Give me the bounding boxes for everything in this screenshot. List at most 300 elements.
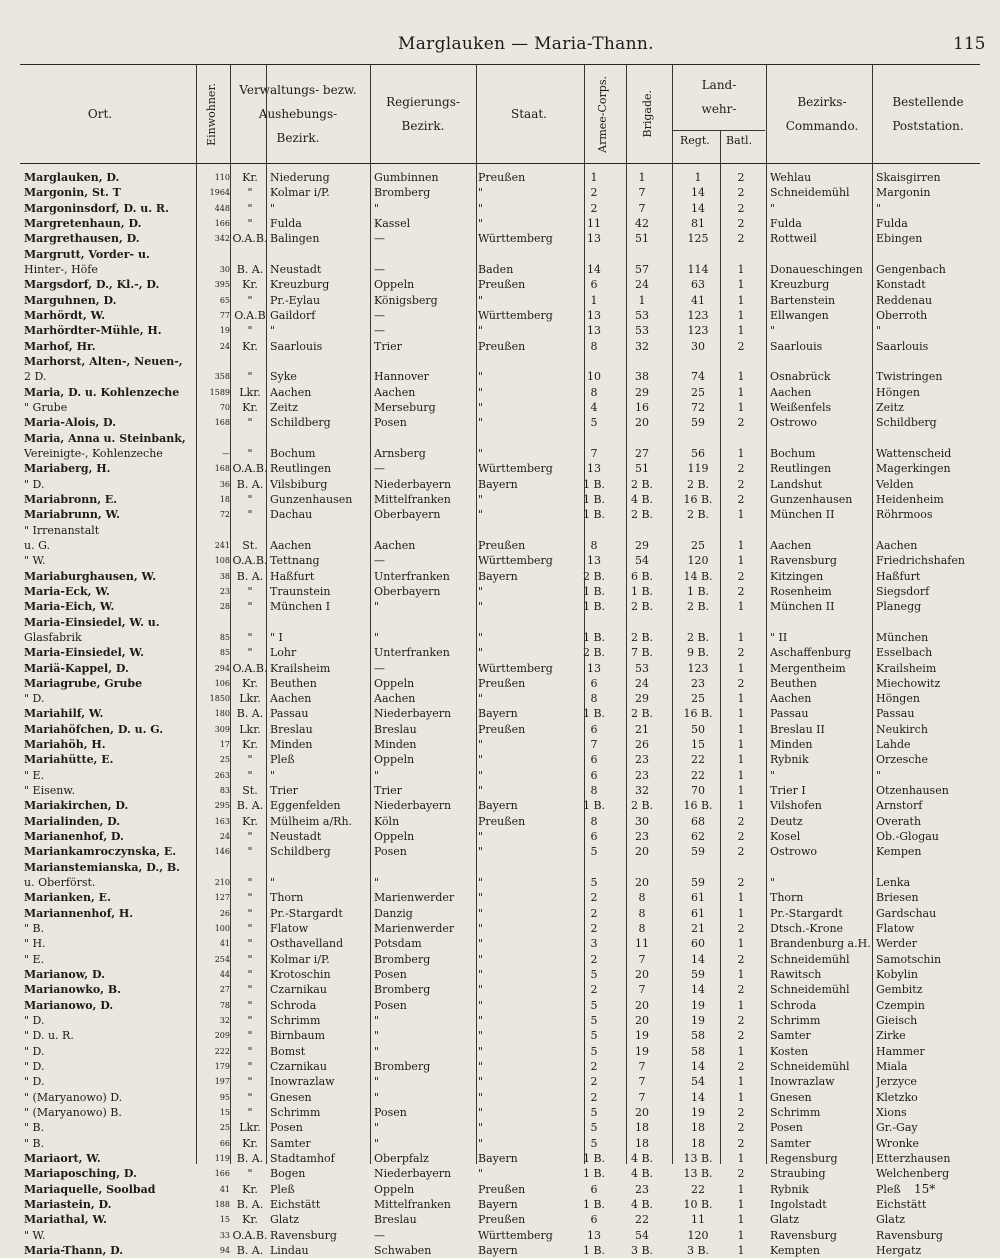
brigade-cell: 26 xyxy=(635,738,649,752)
district-command-cell: Regensburg xyxy=(770,1152,838,1165)
population-cell: 294 xyxy=(214,663,230,673)
district-type-cell: " xyxy=(247,753,253,767)
district-type-cell: B. A. xyxy=(236,1243,264,1257)
government-district-cell: Schwaben xyxy=(374,1243,432,1257)
table-row xyxy=(20,262,980,277)
district-command-cell: Kreuzburg xyxy=(770,278,830,292)
district-command-cell: " xyxy=(770,768,776,782)
place-name-cell: " D. xyxy=(24,1044,45,1058)
table-row xyxy=(20,400,980,415)
post-station-cell: Schildberg xyxy=(876,416,937,430)
table-row xyxy=(20,1212,980,1227)
place-name-cell: " Grube xyxy=(24,400,68,414)
district-name-cell: Inowrazlaw xyxy=(270,1075,335,1089)
government-district-cell: — xyxy=(374,324,385,338)
district-command-cell: " xyxy=(770,201,776,215)
regiment-cell: 18 xyxy=(691,1136,705,1150)
battalion-cell: 2 xyxy=(737,1167,745,1181)
regiment-cell: 2 B. xyxy=(686,630,710,644)
place-name-cell: " D. xyxy=(24,1014,45,1028)
battalion-cell: 2 xyxy=(737,416,745,430)
district-command-cell: Donaueschingen xyxy=(770,262,863,276)
place-name-cell: Mariastein, D. xyxy=(24,1197,112,1211)
place-name-cell: " D. xyxy=(24,1060,45,1074)
population-cell: 106 xyxy=(214,678,230,688)
army-corps-cell: 10 xyxy=(587,370,601,384)
battalion-cell: 1 xyxy=(737,784,745,798)
regiment-cell: 58 xyxy=(691,1029,705,1043)
table-row xyxy=(20,170,980,185)
government-district-cell: — xyxy=(374,308,385,322)
brigade-cell: 20 xyxy=(635,1014,649,1028)
table-row xyxy=(20,645,980,660)
government-district-cell: Aachen xyxy=(374,692,416,706)
battalion-cell: 1 xyxy=(737,508,745,522)
post-station-cell: Zirke xyxy=(876,1029,906,1043)
population-cell: 179 xyxy=(214,1062,230,1072)
district-name-cell: Lindau xyxy=(270,1243,309,1257)
state-cell: " xyxy=(478,324,484,338)
place-name-cell: Mariaort, W. xyxy=(24,1152,101,1165)
post-station-cell: Ob.-Glogau xyxy=(876,830,939,844)
table-row xyxy=(20,630,980,645)
government-district-cell: " xyxy=(374,1029,380,1043)
district-type-cell: B. A. xyxy=(236,1152,264,1165)
regiment-cell: 14 xyxy=(691,983,705,997)
regiment-cell: 81 xyxy=(691,216,705,230)
battalion-cell: 1 xyxy=(737,1075,745,1089)
place-name-cell: " D. xyxy=(24,692,45,706)
state-cell: " xyxy=(478,830,484,844)
place-name-cell: Marialinden, D. xyxy=(24,814,121,828)
population-cell: 83 xyxy=(219,786,230,796)
regiment-cell: 13 B. xyxy=(683,1152,713,1165)
population-cell: 18 xyxy=(219,494,230,504)
regiment-cell: 61 xyxy=(691,891,705,905)
brigade-cell: 19 xyxy=(635,1029,649,1043)
government-district-cell: — xyxy=(374,232,385,246)
place-name-cell: Mariä-Kappel, D. xyxy=(24,661,129,675)
place-name-cell: Mariahütte, E. xyxy=(24,753,114,767)
district-command-cell: Mergentheim xyxy=(770,661,846,675)
battalion-cell: 1 xyxy=(737,538,745,552)
army-corps-cell: 6 xyxy=(590,722,598,736)
army-corps-cell: 5 xyxy=(590,1121,598,1135)
government-district-cell: — xyxy=(374,661,385,675)
district-type-cell: " xyxy=(247,1106,253,1120)
post-station-cell: Kobylin xyxy=(876,968,918,982)
state-cell: " xyxy=(478,1090,484,1104)
army-corps-cell: 5 xyxy=(590,998,598,1012)
regiment-cell: 19 xyxy=(691,1014,705,1028)
army-corps-cell: 3 xyxy=(590,937,598,951)
regiment-cell: 21 xyxy=(691,922,705,936)
district-name-cell: Breslau xyxy=(270,722,313,736)
army-corps-cell: 1 B. xyxy=(582,707,606,721)
district-name-cell: Czarnikau xyxy=(270,983,327,997)
army-corps-cell: 1 xyxy=(590,293,598,307)
post-station-cell: Jerzyce xyxy=(876,1075,917,1089)
district-command-cell: Pr.-Stargardt xyxy=(770,906,843,920)
district-type-cell: " xyxy=(247,646,253,660)
district-name-cell: Bomst xyxy=(270,1044,306,1058)
battalion-cell: 1 xyxy=(737,722,745,736)
table-row xyxy=(20,691,980,706)
district-name-cell: Bochum xyxy=(270,446,316,460)
regiment-cell: 58 xyxy=(691,1044,705,1058)
state-cell: Bayern xyxy=(478,477,518,491)
place-name-cell: Margonin, St. T xyxy=(24,186,121,200)
district-type-cell: B. A. xyxy=(236,1197,264,1211)
place-name-cell: " D. xyxy=(24,477,45,491)
post-station-cell: Skaisgirren xyxy=(876,171,941,184)
army-corps-cell: 1 B. xyxy=(582,477,606,491)
population-cell: 100 xyxy=(214,924,230,934)
brigade-cell: 7 xyxy=(638,201,646,215)
brigade-cell: 7 xyxy=(638,952,646,966)
state-cell: " xyxy=(478,370,484,384)
population-cell: 23 xyxy=(219,586,230,596)
state-cell: " xyxy=(478,891,484,905)
army-corps-cell: 8 xyxy=(590,339,598,353)
place-name-cell: " B. xyxy=(24,1121,45,1135)
table-row xyxy=(20,431,980,446)
header-landwehr: Land- wehr- xyxy=(701,78,737,116)
state-cell: " xyxy=(478,584,484,598)
post-station-cell: Xions xyxy=(876,1106,907,1120)
state-cell: Preußen xyxy=(478,814,526,828)
state-cell: " xyxy=(478,998,484,1012)
post-station-cell: " xyxy=(876,768,882,782)
population-cell: 72 xyxy=(219,510,230,520)
place-name-cell: " E. xyxy=(24,768,45,782)
government-district-cell: Marienwerder xyxy=(374,891,455,905)
battalion-cell: 1 xyxy=(737,1182,745,1196)
district-name-cell: Thorn xyxy=(270,891,304,905)
district-command-cell: Wehlau xyxy=(770,171,812,184)
post-station-cell: Neukirch xyxy=(876,722,928,736)
battalion-cell: 1 xyxy=(737,1197,745,1211)
brigade-cell: 29 xyxy=(635,538,649,552)
table-row xyxy=(20,661,980,676)
army-corps-cell: 1 B. xyxy=(582,508,606,522)
government-district-cell: Unterfranken xyxy=(374,646,450,660)
table-row xyxy=(20,829,980,844)
brigade-cell: 24 xyxy=(635,278,649,292)
regiment-cell: 119 xyxy=(687,462,709,476)
table-body xyxy=(20,170,980,1258)
district-type-cell: Kr. xyxy=(242,171,258,184)
district-type-cell: " xyxy=(247,1014,253,1028)
government-district-cell: — xyxy=(374,554,385,568)
army-corps-cell: 8 xyxy=(590,538,598,552)
regiment-cell: 1 xyxy=(694,171,702,184)
battalion-cell: 1 xyxy=(737,906,745,920)
population-cell: 38 xyxy=(219,571,230,581)
brigade-cell: 51 xyxy=(635,232,649,246)
army-corps-cell: 2 xyxy=(590,1090,598,1104)
government-district-cell: " xyxy=(374,1075,380,1089)
district-command-cell: Rybnik xyxy=(770,753,809,767)
landwehr-sub-rule xyxy=(672,130,765,131)
district-name-cell: Schrimm xyxy=(270,1106,321,1120)
brigade-cell: 2 B. xyxy=(630,707,654,721)
brigade-cell: 32 xyxy=(635,339,649,353)
government-district-cell: Arnsberg xyxy=(374,446,426,460)
district-name-cell: Neustadt xyxy=(270,262,322,276)
place-name-cell: Maria-Einsiedel, W. xyxy=(24,646,144,660)
table-row xyxy=(20,890,980,905)
district-type-cell: " xyxy=(247,906,253,920)
battalion-cell: 2 xyxy=(737,569,745,583)
district-name-cell: Haßfurt xyxy=(270,569,315,583)
place-name-cell: Mariabrunn, W. xyxy=(24,508,121,522)
regiment-cell: 120 xyxy=(687,554,709,568)
table-row xyxy=(20,369,980,384)
brigade-cell: 53 xyxy=(635,661,649,675)
state-cell: " xyxy=(478,753,484,767)
brigade-cell: 6 B. xyxy=(630,569,654,583)
district-type-cell: Kr. xyxy=(242,339,258,353)
district-type-cell: " xyxy=(247,830,253,844)
table-row xyxy=(20,553,980,568)
place-name-cell: " (Maryanowo) D. xyxy=(24,1090,123,1104)
army-corps-cell: 13 xyxy=(587,1228,601,1242)
brigade-cell: 30 xyxy=(635,814,649,828)
district-type-cell: " xyxy=(247,446,253,460)
district-command-cell: Vilshofen xyxy=(770,799,822,813)
brigade-cell: 23 xyxy=(635,753,649,767)
battalion-cell: 2 xyxy=(737,339,745,353)
regiment-cell: 2 B. xyxy=(686,508,710,522)
regiment-cell: 61 xyxy=(691,906,705,920)
table-header xyxy=(20,64,980,164)
table-row xyxy=(20,231,980,246)
district-type-cell: " xyxy=(247,1029,253,1043)
regiment-cell: 125 xyxy=(687,232,709,246)
district-name-cell: Krotoschin xyxy=(270,968,331,982)
population-cell: 241 xyxy=(214,540,230,550)
table-row xyxy=(20,569,980,584)
post-station-cell: Friedrichshafen xyxy=(876,554,965,568)
district-command-cell: Kosel xyxy=(770,830,801,844)
district-command-cell: Rottweil xyxy=(770,232,817,246)
regiment-cell: 14 xyxy=(691,1060,705,1074)
place-name-cell: Mariankamroczynska, E. xyxy=(24,845,177,859)
army-corps-cell: 5 xyxy=(590,1014,598,1028)
government-district-cell: Posen xyxy=(374,968,407,982)
post-station-cell: Gembitz xyxy=(876,983,923,997)
district-command-cell: Trier I xyxy=(770,784,806,798)
population-cell: 77 xyxy=(219,310,230,320)
table-row xyxy=(20,308,980,323)
district-type-cell: Kr. xyxy=(242,1136,258,1150)
post-station-cell: Margonin xyxy=(876,186,931,200)
government-district-cell: Trier xyxy=(374,339,402,353)
state-cell: " xyxy=(478,385,484,399)
district-type-cell: St. xyxy=(242,784,258,798)
district-type-cell: Lkr. xyxy=(239,692,261,706)
district-command-cell: Saarlouis xyxy=(770,339,823,353)
district-type-cell: " xyxy=(247,324,253,338)
battalion-cell: 1 xyxy=(737,753,745,767)
brigade-cell: 16 xyxy=(635,400,649,414)
place-name-cell: Marhorst, Alten-, Neuen-, xyxy=(24,354,183,368)
state-cell: Preußen xyxy=(478,339,526,353)
place-name-cell: Margsdorf, D., Kl.-, D. xyxy=(24,278,160,292)
district-command-cell: " II xyxy=(770,630,788,644)
population-cell: 30 xyxy=(219,264,230,274)
district-type-cell: " xyxy=(247,937,253,951)
state-cell: Bayern xyxy=(478,1152,518,1165)
brigade-cell: 1 xyxy=(638,171,646,184)
brigade-cell: 4 B. xyxy=(630,1197,654,1211)
district-name-cell: Krailsheim xyxy=(270,661,331,675)
table-row xyxy=(20,783,980,798)
brigade-cell: 22 xyxy=(635,1213,649,1227)
table-row xyxy=(20,323,980,338)
battalion-cell: 2 xyxy=(737,462,745,476)
district-name-cell: Pr.-Stargardt xyxy=(270,906,343,920)
district-name-cell: Flatow xyxy=(270,922,309,936)
district-type-cell: " xyxy=(247,952,253,966)
brigade-cell: 21 xyxy=(635,722,649,736)
post-station-cell: Welchenberg xyxy=(876,1167,950,1181)
district-name-cell: Aachen xyxy=(270,385,312,399)
post-station-cell: Lahde xyxy=(876,738,911,752)
post-station-cell: Saarlouis xyxy=(876,339,929,353)
state-cell: Preußen xyxy=(478,538,526,552)
district-name-cell: " xyxy=(270,324,276,338)
district-command-cell: Rawitsch xyxy=(770,968,822,982)
army-corps-cell: 1 B. xyxy=(582,1167,606,1181)
place-name-cell: Marianstemianska, D., B. xyxy=(24,860,180,874)
state-cell: " xyxy=(478,876,484,890)
regiment-cell: 14 xyxy=(691,186,705,200)
place-name-cell: Mariaposching, D. xyxy=(24,1167,137,1181)
government-district-cell: Danzig xyxy=(374,906,413,920)
army-corps-cell: 8 xyxy=(590,814,598,828)
state-cell: " xyxy=(478,400,484,414)
state-cell: " xyxy=(478,738,484,752)
district-type-cell: " xyxy=(247,508,253,522)
government-district-cell: " xyxy=(374,1014,380,1028)
population-cell: 342 xyxy=(214,234,230,244)
army-corps-cell: 1 xyxy=(590,171,598,184)
population-cell: 1850 xyxy=(209,694,230,704)
state-cell: Bayern xyxy=(478,707,518,721)
district-name-cell: Schroda xyxy=(270,998,317,1012)
table-row xyxy=(20,921,980,936)
population-cell: 210 xyxy=(214,878,230,888)
post-station-cell: Etterzhausen xyxy=(876,1152,951,1165)
regiment-cell: 22 xyxy=(691,753,705,767)
district-command-cell: " xyxy=(770,876,776,890)
state-cell: Bayern xyxy=(478,569,518,583)
government-district-cell: " xyxy=(374,1044,380,1058)
brigade-cell: 23 xyxy=(635,768,649,782)
state-cell: Württemberg xyxy=(478,661,553,675)
battalion-cell: 1 xyxy=(737,692,745,706)
district-command-cell: Reutlingen xyxy=(770,462,832,476)
post-station-cell: Gr.-Gay xyxy=(876,1121,918,1135)
table-row xyxy=(20,1074,980,1089)
army-corps-cell: 2 xyxy=(590,1075,598,1089)
army-corps-cell: 6 xyxy=(590,278,598,292)
district-command-cell: " xyxy=(770,324,776,338)
district-name-cell: Neustadt xyxy=(270,830,322,844)
place-name-cell: Maria-Eich, W. xyxy=(24,600,115,614)
place-name-cell: Mariaberg, H. xyxy=(24,462,111,476)
army-corps-cell: 1 B. xyxy=(582,630,606,644)
army-corps-cell: 6 xyxy=(590,768,598,782)
state-cell: Württemberg xyxy=(478,462,553,476)
battalion-cell: 1 xyxy=(737,937,745,951)
table-row xyxy=(20,385,980,400)
place-name-cell: u. Oberförst. xyxy=(24,876,96,890)
table-row xyxy=(20,1228,980,1243)
state-cell: Preußen xyxy=(478,676,526,690)
place-name-cell: Marianenhof, D. xyxy=(24,830,124,844)
government-district-cell: " xyxy=(374,1121,380,1135)
district-command-cell: Ravensburg xyxy=(770,554,837,568)
place-name-cell: Mariaburghausen, W. xyxy=(24,569,157,583)
brigade-cell: 7 xyxy=(638,983,646,997)
army-corps-cell: 2 B. xyxy=(582,569,606,583)
district-name-cell: Zeitz xyxy=(270,400,298,414)
post-station-cell: Otzenhausen xyxy=(876,784,949,798)
population-cell: 66 xyxy=(219,1138,230,1148)
table-row xyxy=(20,354,980,369)
table-row xyxy=(20,293,980,308)
post-station-cell: Arnstorf xyxy=(876,799,923,813)
population-cell: 448 xyxy=(214,203,230,213)
district-type-cell: " xyxy=(247,584,253,598)
district-command-cell: Landshut xyxy=(770,477,823,491)
state-cell: Württemberg xyxy=(478,554,553,568)
brigade-cell: 1 xyxy=(638,293,646,307)
army-corps-cell: 6 xyxy=(590,753,598,767)
district-type-cell: O.A.B. xyxy=(232,661,268,675)
regiment-cell: 62 xyxy=(691,830,705,844)
place-name-cell: " H. xyxy=(24,937,46,951)
district-command-cell: Schneidemühl xyxy=(770,1060,850,1074)
battalion-cell: 1 xyxy=(737,630,745,644)
population-cell: 166 xyxy=(214,218,230,228)
district-name-cell: Schildberg xyxy=(270,416,331,430)
battalion-cell: 2 xyxy=(737,814,745,828)
district-type-cell: " xyxy=(247,216,253,230)
population-cell: 85 xyxy=(219,632,230,642)
battalion-cell: 2 xyxy=(737,1106,745,1120)
brigade-cell: 2 B. xyxy=(630,630,654,644)
government-district-cell: Kassel xyxy=(374,216,411,230)
header-batl: Batl. xyxy=(726,134,753,147)
district-command-cell: Aachen xyxy=(770,385,812,399)
population-cell: 44 xyxy=(219,970,230,980)
post-station-cell: Samotschin xyxy=(876,952,942,966)
table-row xyxy=(20,538,980,553)
post-station-cell: Glatz xyxy=(876,1213,906,1227)
brigade-cell: 20 xyxy=(635,1106,649,1120)
table-row xyxy=(20,185,980,200)
district-type-cell: O.A.B. xyxy=(232,462,268,476)
battalion-cell: 1 xyxy=(737,799,745,813)
army-corps-cell: 13 xyxy=(587,308,601,322)
table-row xyxy=(20,1120,980,1135)
state-cell: Preußen xyxy=(478,171,526,184)
regiment-cell: 123 xyxy=(687,661,709,675)
